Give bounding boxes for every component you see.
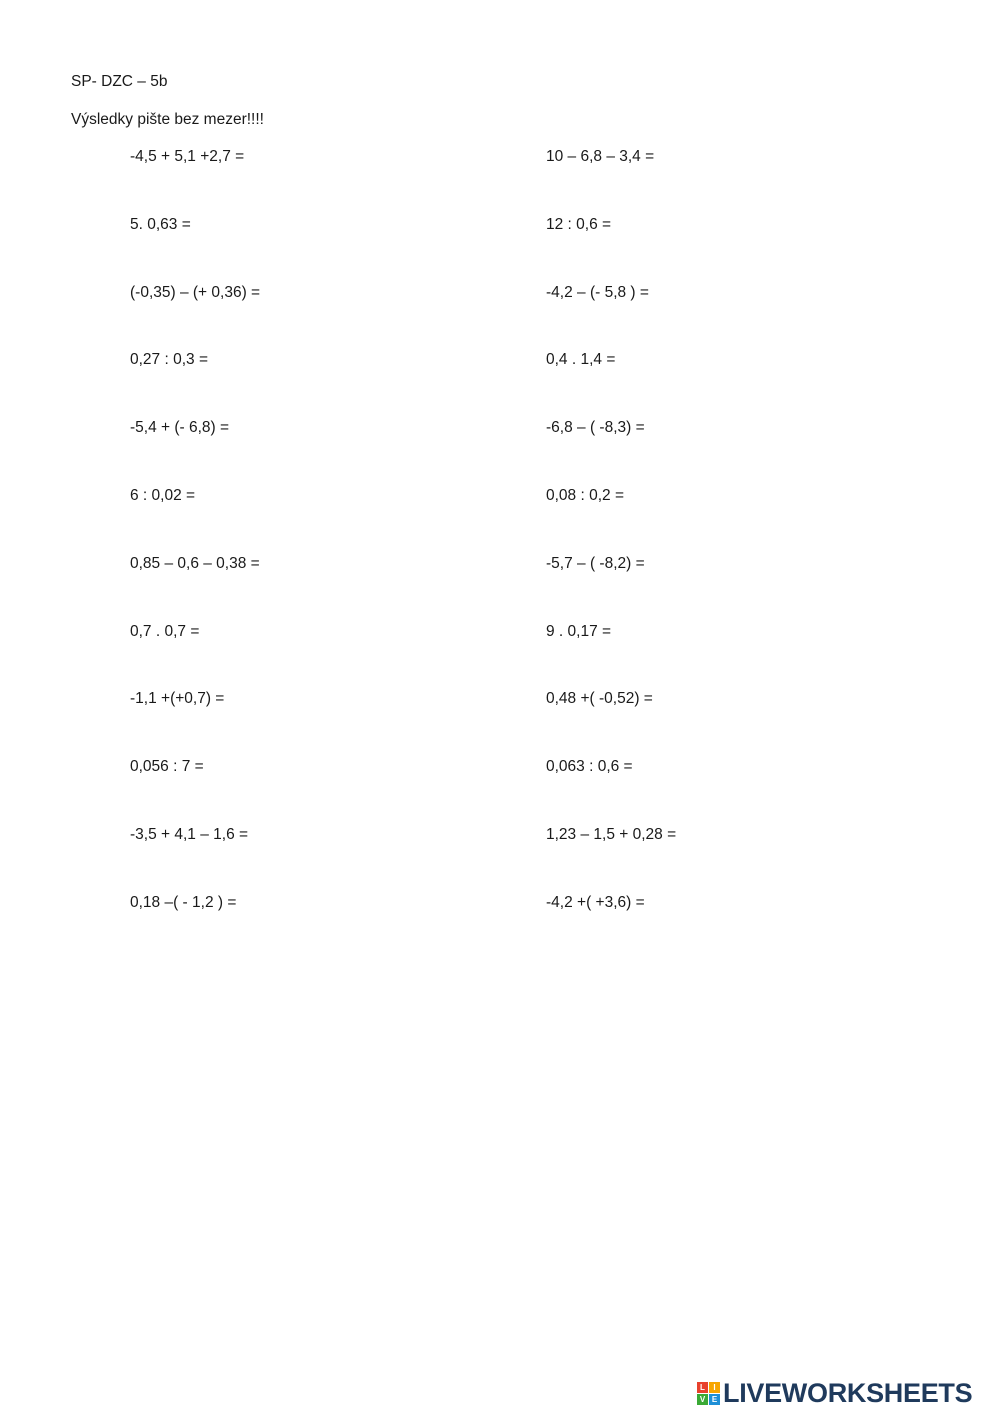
problem-expression: 0,85 – 0,6 – 0,38 = <box>130 554 260 572</box>
problem-row <box>0 690 1000 758</box>
problem-left <box>130 555 356 573</box>
problem-row <box>0 826 1000 894</box>
answer-input[interactable] <box>197 216 287 234</box>
answer-input[interactable] <box>617 623 707 641</box>
problem-expression: -1,1 +(+0,7) = <box>130 690 225 708</box>
problem-expression: 10 – 6,8 – 3,4 = <box>546 148 655 165</box>
problem-expression: -5,7 – ( -8,2) = <box>546 554 645 572</box>
problem-expression: -4,2 +( +3,6) = <box>546 893 645 911</box>
problem-row <box>0 351 1000 419</box>
answer-input[interactable] <box>660 148 750 166</box>
problem-row <box>0 758 1000 826</box>
answer-input[interactable] <box>655 284 745 302</box>
problem-expression: 12 : 0,6 = <box>546 215 612 233</box>
problem-expression: 0,27 : 0,3 = <box>130 351 208 369</box>
problem-left <box>130 487 291 505</box>
problem-expression: 0,4 . 1,4 = <box>546 351 616 369</box>
problem-left <box>130 758 300 776</box>
problem-right <box>546 894 741 912</box>
problem-right <box>546 148 750 166</box>
problem-left <box>130 419 325 437</box>
liveworksheets-branding <box>697 1380 972 1406</box>
problem-right <box>546 623 707 641</box>
problem-expression: 6 : 0,02 = <box>130 486 196 504</box>
problem-expression: 0,48 +( -0,52) = <box>546 690 653 708</box>
problem-row <box>0 487 1000 555</box>
answer-input[interactable] <box>254 826 344 844</box>
problem-expression: -3,5 + 4,1 – 1,6 = <box>130 825 249 843</box>
problem-expression: 0,18 –( - 1,2 ) = <box>130 893 237 911</box>
answer-input[interactable] <box>266 555 356 573</box>
problem-expression: 9 . 0,17 = <box>546 622 612 640</box>
problem-right <box>546 216 707 234</box>
answer-input[interactable] <box>214 351 304 369</box>
logo-tile: V <box>697 1394 708 1405</box>
problem-left <box>130 351 304 369</box>
worksheet-title: SP- DZC – 5b <box>71 73 168 90</box>
problem-right <box>546 826 772 844</box>
problem-row <box>0 555 1000 623</box>
problem-expression: 1,23 – 1,5 + 0,28 = <box>546 825 677 843</box>
answer-input[interactable] <box>201 487 291 505</box>
liveworksheets-logo-icon <box>697 1382 720 1405</box>
answer-input[interactable] <box>659 690 749 708</box>
problem-left <box>130 894 332 912</box>
brand-name: LIVEWORKSHEETS <box>723 1378 973 1408</box>
problem-expression: -5,4 + (- 6,8) = <box>130 419 230 437</box>
answer-input[interactable] <box>682 826 772 844</box>
worksheet-instruction: Výsledky pište bez mezer!!!! <box>71 111 264 128</box>
answer-input[interactable] <box>266 284 356 302</box>
answer-input[interactable] <box>639 758 729 776</box>
problem-left <box>130 826 344 844</box>
problem-expression: 0,063 : 0,6 = <box>546 758 633 776</box>
problem-row <box>0 216 1000 284</box>
problem-right <box>546 351 711 369</box>
problem-row <box>0 148 1000 216</box>
problem-expression: -4,2 – (- 5,8 ) = <box>546 283 649 301</box>
answer-input[interactable] <box>621 351 711 369</box>
answer-input[interactable] <box>210 758 300 776</box>
problem-left <box>130 284 356 302</box>
problem-right <box>546 758 729 776</box>
problem-left <box>130 216 287 234</box>
problem-expression: 0,056 : 7 = <box>130 758 204 776</box>
answer-input[interactable] <box>630 487 720 505</box>
problem-row <box>0 894 1000 962</box>
problem-row <box>0 284 1000 352</box>
logo-tile: L <box>697 1382 708 1393</box>
answer-input[interactable] <box>230 690 320 708</box>
answer-input[interactable] <box>250 148 340 166</box>
problem-right <box>546 555 741 573</box>
problem-expression: 0,7 . 0,7 = <box>130 622 200 640</box>
problem-expression: -6,8 – ( -8,3) = <box>546 419 645 437</box>
problem-expression: (-0,35) – (+ 0,36) = <box>130 283 261 301</box>
answer-input[interactable] <box>651 419 741 437</box>
answer-input[interactable] <box>242 894 332 912</box>
problem-expression: -4,5 + 5,1 +2,7 = <box>130 148 245 165</box>
answer-input[interactable] <box>651 555 741 573</box>
problem-row <box>0 623 1000 691</box>
problem-expression: 0,08 : 0,2 = <box>546 486 624 504</box>
problem-right <box>546 284 745 302</box>
answer-input[interactable] <box>235 419 325 437</box>
answer-input[interactable] <box>651 894 741 912</box>
problem-left <box>130 690 320 708</box>
problem-right <box>546 690 749 708</box>
logo-tile: E <box>709 1394 720 1405</box>
problem-right <box>546 487 720 505</box>
problem-left <box>130 623 295 641</box>
problem-row <box>0 419 1000 487</box>
answer-input[interactable] <box>205 623 295 641</box>
answer-input[interactable] <box>617 216 707 234</box>
problem-list <box>0 148 1000 962</box>
problem-right <box>546 419 741 437</box>
logo-tile: I <box>709 1382 720 1393</box>
problem-left <box>130 148 340 166</box>
problem-expression: 5. 0,63 = <box>130 215 191 233</box>
